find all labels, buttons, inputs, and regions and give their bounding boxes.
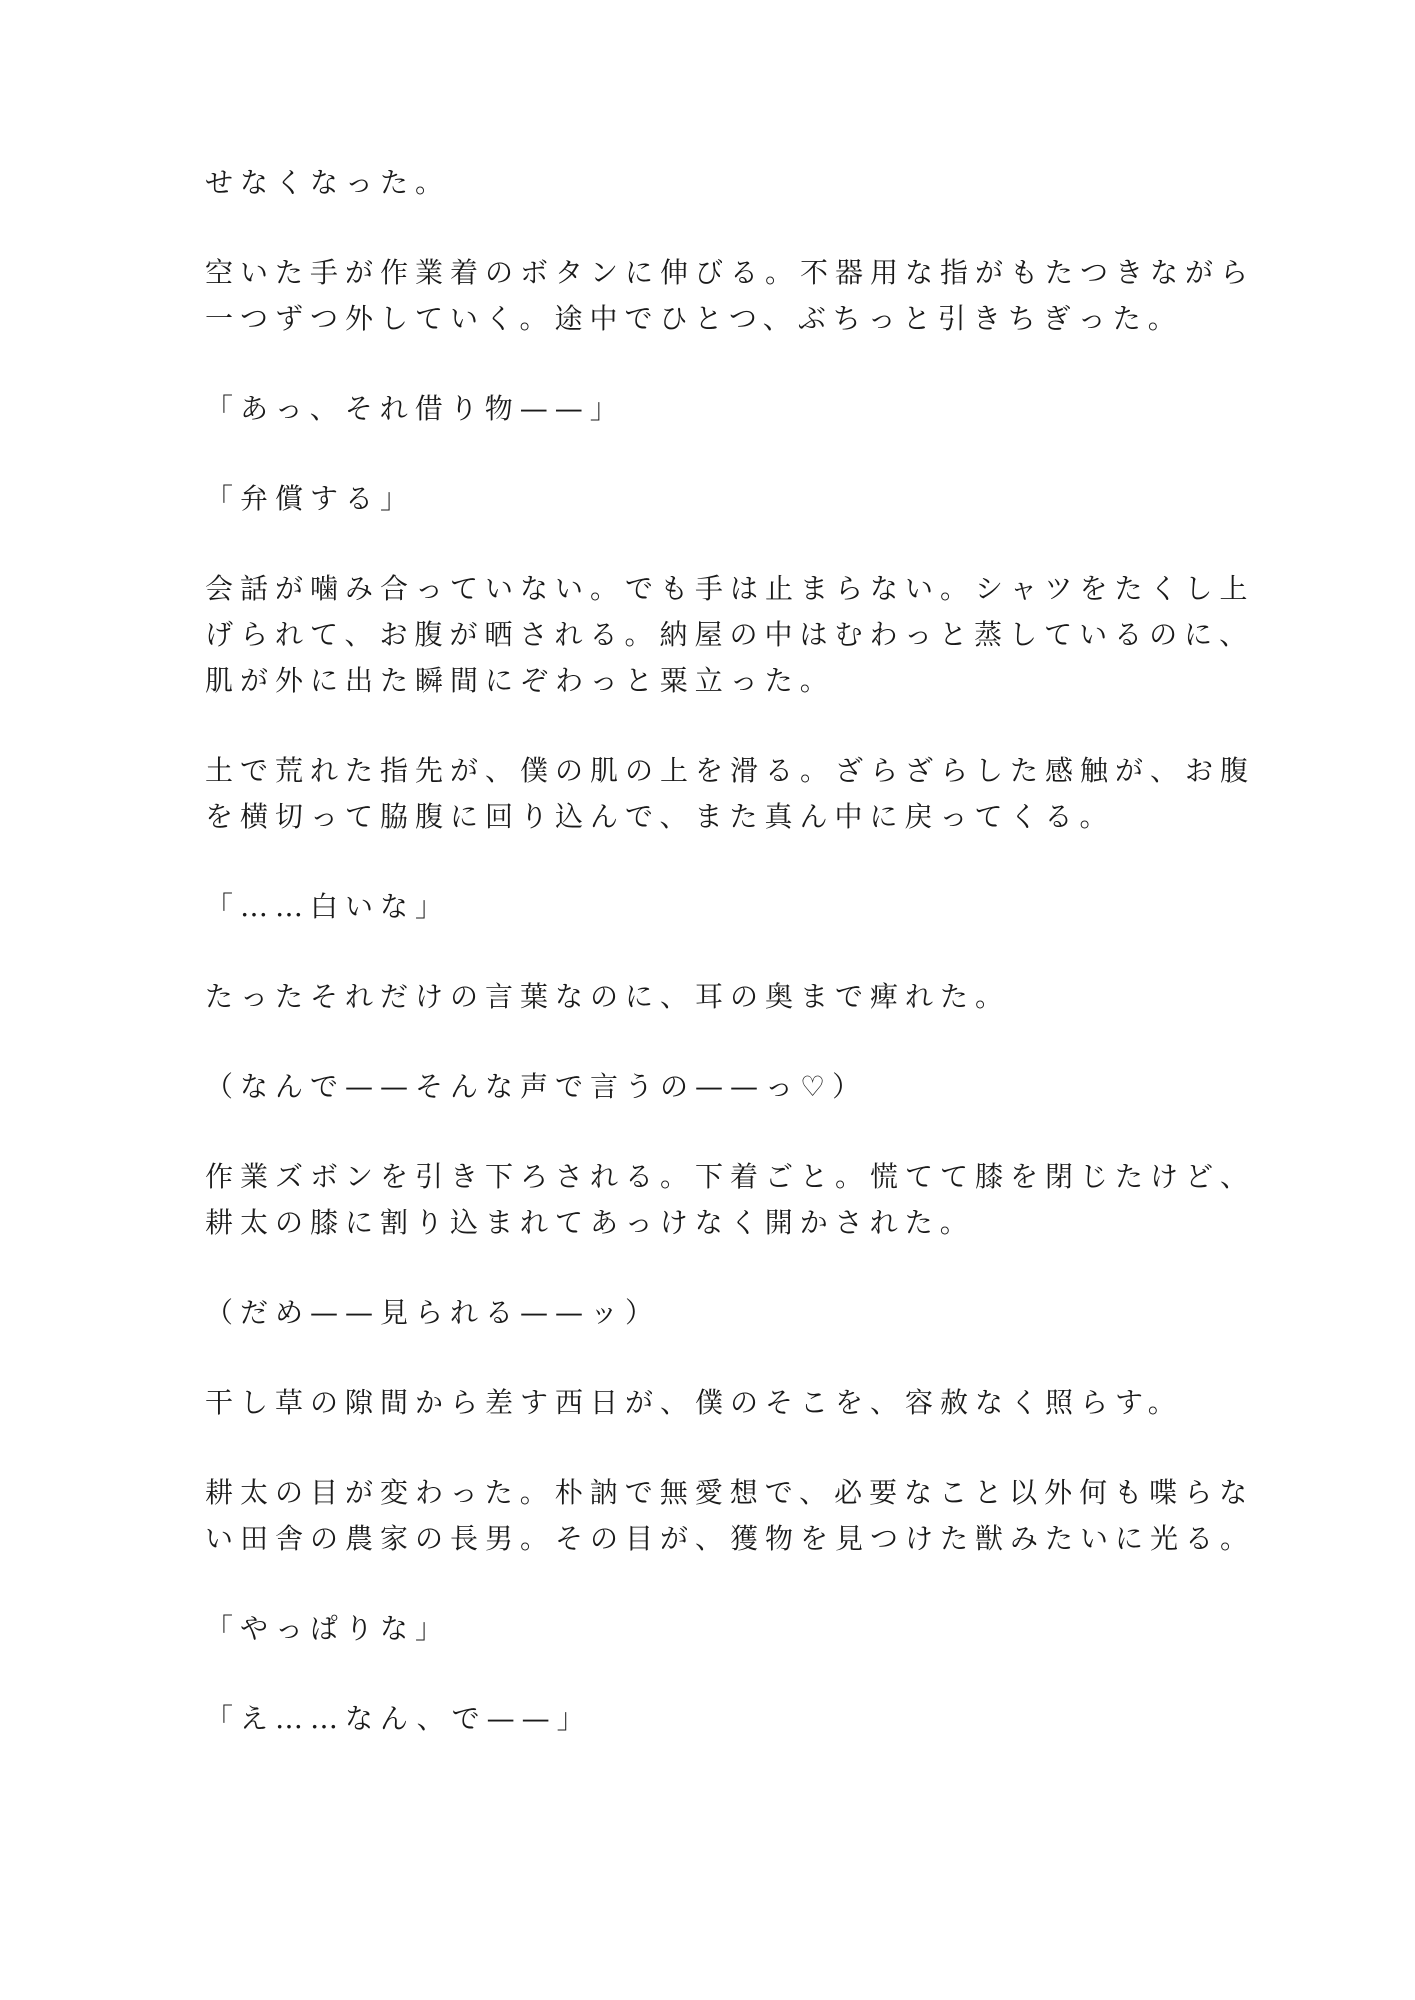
- paragraph-gap: [205, 432, 1215, 476]
- paragraph-gap: [205, 1110, 1215, 1154]
- text-line: 会話が噛み合っていない。でも手は止まらない。シャツをたくし上: [205, 572, 1255, 605]
- dialogue-paragraph: [205, 1606, 1215, 1652]
- paragraph: [205, 566, 1255, 704]
- text-line: （なんで——そんな声で言うの——っ♡）: [205, 1070, 868, 1103]
- paragraph-gap: [205, 206, 1215, 250]
- dialogue-paragraph: [205, 386, 1215, 432]
- dialogue-paragraph: [205, 1696, 1215, 1742]
- text-line: い田舎の農家の長男。その目が、獲物を見つけた獣みたいに光る。: [205, 1522, 1256, 1555]
- text-line: 空いた手が作業着のボタンに伸びる。不器用な指がもたつきながら: [205, 256, 1256, 289]
- paragraph: [205, 160, 1215, 206]
- paragraph-gap: [205, 342, 1215, 386]
- inner-thought-paragraph: [205, 1064, 1215, 1110]
- text-line: を横切って脇腹に回り込んで、また真ん中に戻ってくる。: [205, 800, 1115, 833]
- dialogue-paragraph: [205, 476, 1215, 522]
- text-line: 「弁償する」: [205, 482, 416, 515]
- paragraph: [205, 1470, 1256, 1562]
- text-line: 耕太の目が変わった。朴訥で無愛想で、必要なこと以外何も喋らな: [205, 1476, 1255, 1509]
- paragraph: [205, 748, 1256, 840]
- text-line: げられて、お腹が晒される。納屋の中はむわっと蒸しているのに、: [205, 618, 1255, 651]
- paragraph-gap: [205, 930, 1215, 974]
- body-text: [205, 160, 1256, 1742]
- text-line: せなくなった。: [205, 166, 451, 199]
- text-line: たったそれだけの言葉なのに、耳の奥まで痺れた。: [205, 980, 1011, 1013]
- paragraph-gap: [205, 1652, 1215, 1696]
- text-line: 「あっ、それ借り物——」: [205, 392, 625, 425]
- paragraph-gap: [205, 1246, 1215, 1290]
- text-line: （だめ——見られる——ッ）: [205, 1296, 661, 1329]
- paragraph-gap: [205, 1020, 1215, 1064]
- text-line: 「え……なん、で——」: [205, 1702, 592, 1735]
- text-line: 作業ズボンを引き下ろされる。下着ごと。慌てて膝を閉じたけど、: [205, 1160, 1256, 1193]
- text-line: 干し草の隙間から差す西日が、僕のそこを、容赦なく照らす。: [205, 1386, 1183, 1419]
- paragraph-gap: [205, 1562, 1215, 1606]
- paragraph-gap: [205, 522, 1215, 566]
- text-line: 一つずつ外していく。途中でひとつ、ぶちっと引きちぎった。: [205, 302, 1183, 335]
- inner-thought-paragraph: [205, 1290, 1215, 1336]
- paragraph-gap: [205, 840, 1215, 884]
- paragraph-gap: [205, 704, 1215, 748]
- paragraph: [205, 1154, 1256, 1246]
- dialogue-paragraph: [205, 884, 1215, 930]
- text-line: 土で荒れた指先が、僕の肌の上を滑る。ざらざらした感触が、お腹: [205, 754, 1256, 787]
- paragraph: [205, 1380, 1215, 1426]
- paragraph-gap: [205, 1426, 1215, 1470]
- text-line: 「やっぱりな」: [205, 1612, 451, 1645]
- paragraph-gap: [205, 1336, 1215, 1380]
- paragraph: [205, 974, 1215, 1020]
- text-line: 肌が外に出た瞬間にぞわっと粟立った。: [205, 664, 835, 697]
- paragraph: [205, 250, 1256, 342]
- text-line: 耕太の膝に割り込まれてあっけなく開かされた。: [205, 1206, 975, 1239]
- text-line: 「……白いな」: [205, 890, 451, 923]
